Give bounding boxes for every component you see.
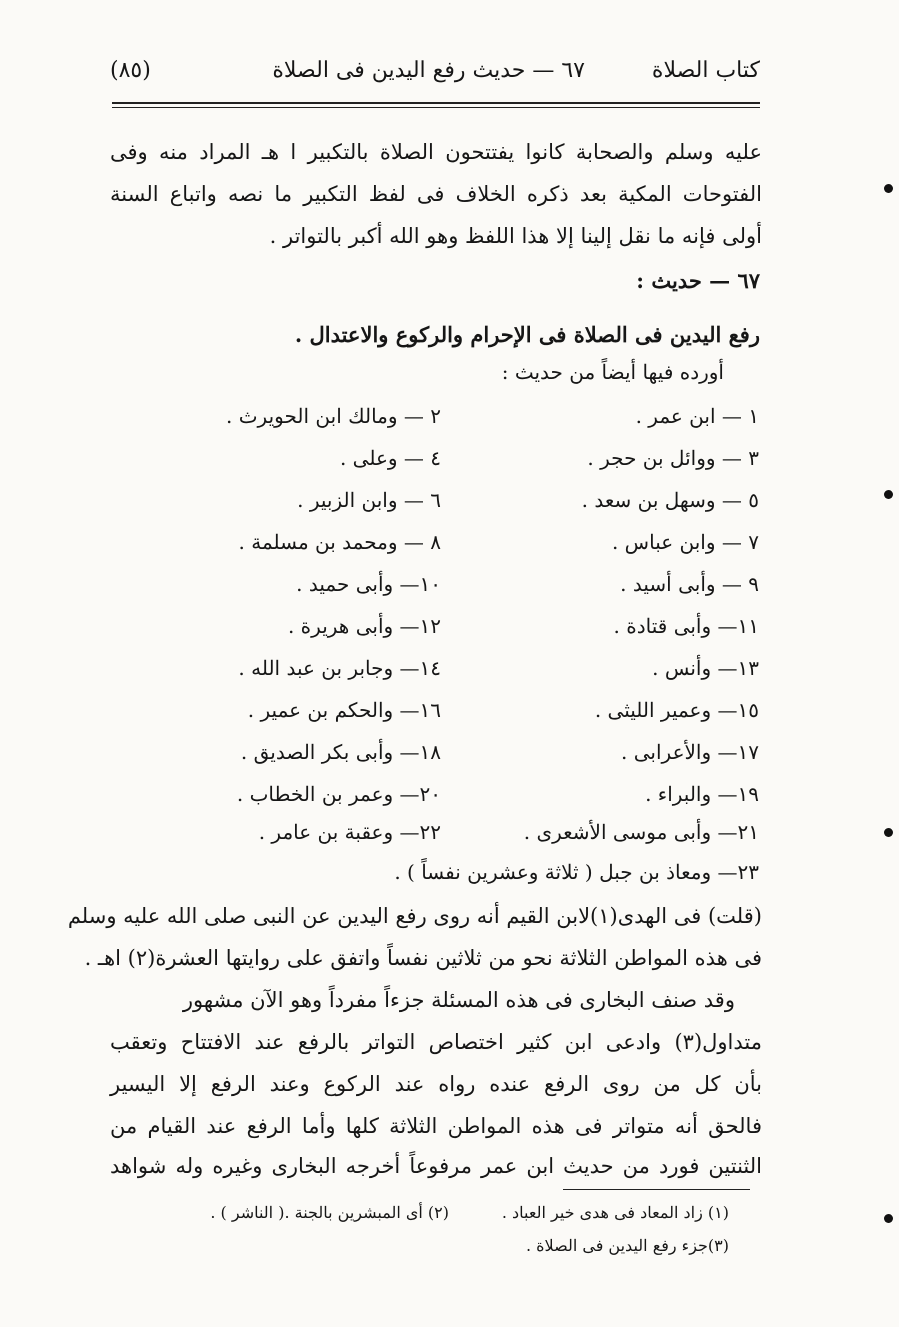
- narrator-3: ٣ — ووائل بن حجر .: [587, 446, 759, 470]
- narrator-18: ١٨— وأبى بكر الصديق .: [240, 740, 441, 764]
- narrator-16: ١٦— والحكم بن عمير .: [247, 698, 441, 722]
- narrator-7: ٧ — وابن عباس .: [611, 530, 759, 554]
- chapter-title: ٦٧ — حديث رفع اليدين فى الصلاة: [272, 58, 585, 83]
- hadith-heading: ٦٧ — حديث :: [636, 268, 760, 293]
- page-number: (٨٥): [110, 58, 151, 83]
- commentary-line-2: فى هذه المواطن الثلاثة نحو من ثلاثين نفساً واتفق على روايتها العشرة(٢) اهـ .: [84, 946, 762, 970]
- narrator-10: ١٠— وأبى حميد .: [296, 572, 441, 596]
- margin-mark: [884, 828, 893, 837]
- hadith-title: رفع اليدين فى الصلاة فى الإحرام والركوع والاعتدال .: [294, 322, 760, 347]
- commentary-line-5: بأن كل من روى الرفع عنده رواه عند الركوع وعند الرفع إلا اليسير: [110, 1072, 762, 1096]
- commentary-line-1: (قلت) فى الهدى(١)لابن القيم أنه روى رفع اليدين عن النبى صلى الله عليه وسلم: [67, 904, 762, 928]
- narrator-20: ٢٠— وعمر بن الخطاب .: [236, 782, 441, 806]
- footnote-rule: [563, 1189, 750, 1190]
- running-header: [110, 52, 760, 96]
- narrator-5: ٥ — وسهل بن سعد .: [581, 488, 759, 512]
- narrator-13: ١٣— وأنس .: [652, 656, 759, 680]
- margin-mark: [884, 490, 893, 499]
- book-title: كتاب الصلاة: [651, 58, 760, 83]
- header-rule: [112, 102, 760, 104]
- footnote-2: (٢) أى المبشرين بالجنة .( الناشر ) .: [210, 1203, 449, 1222]
- narrator-23: ٢٣— ومعاذ بن جبل ( ثلاثة وعشرين نفساً ) .: [394, 860, 759, 884]
- narrator-1: ١ — ابن عمر .: [635, 404, 759, 428]
- narrator-8: ٨ — ومحمد بن مسلمة .: [238, 530, 441, 554]
- commentary-line-6: فالحق أنه متواتر فى هذه المواطن الثلاثة كلها وأما الرفع عند القيام من: [110, 1114, 762, 1138]
- narrator-17: ١٧— والأعرابى .: [621, 740, 759, 764]
- narrator-2: ٢ — ومالك ابن الحويرث .: [226, 404, 441, 428]
- narrator-4: ٤ — وعلى .: [339, 446, 441, 470]
- narrator-22: ٢٢— وعقبة بن عامر .: [258, 820, 441, 844]
- narrator-9: ٩ — وأبى أسيد .: [620, 572, 759, 596]
- narrator-21: ٢١— وأبى موسى الأشعرى .: [523, 820, 759, 844]
- intro-line-2: الفتوحات المكية بعد ذكره الخلاف فى لفظ التكبير ما نصه واتباع السنة: [110, 182, 762, 206]
- footnote-3: (٣)جزء رفع اليدين فى الصلاة .: [525, 1236, 729, 1255]
- narrator-19: ١٩— والبراء .: [645, 782, 759, 806]
- commentary-line-7: الثنتين فورد من حديث ابن عمر مرفوعاً أخرجه البخارى وغيره وله شواهد: [110, 1154, 762, 1178]
- narrator-12: ١٢— وأبى هريرة .: [287, 614, 441, 638]
- footnote-1: (١) زاد المعاد فى هدى خير العباد .: [501, 1203, 729, 1222]
- narrator-6: ٦ — وابن الزبير .: [297, 488, 441, 512]
- narrators-intro: أورده فيها أيضاً من حديث :: [501, 360, 724, 384]
- narrator-14: ١٤— وجابر بن عبد الله .: [238, 656, 441, 680]
- commentary-line-4: متداول(٣) وادعى ابن كثير اختصاص التواتر بالرفع عند الافتتاح وتعقب: [110, 1030, 762, 1054]
- intro-line-3: أولى فإنه ما نقل إلينا إلا هذا اللفظ وهو الله أكبر بالتواتر .: [269, 224, 762, 248]
- margin-mark: [884, 184, 893, 193]
- intro-line-1: عليه وسلم والصحابة كانوا يفتتحون الصلاة بالتكبير ا هـ المراد منه وفى: [110, 140, 762, 164]
- narrator-15: ١٥— وعمير الليثى .: [594, 698, 759, 722]
- header-rule-thin: [112, 107, 760, 108]
- narrator-11: ١١— وأبى قتادة .: [613, 614, 759, 638]
- commentary-line-3: وقد صنف البخارى فى هذه المسئلة جزءاً مفرداً وهو الآن مشهور: [182, 988, 735, 1012]
- margin-mark: [884, 1214, 893, 1223]
